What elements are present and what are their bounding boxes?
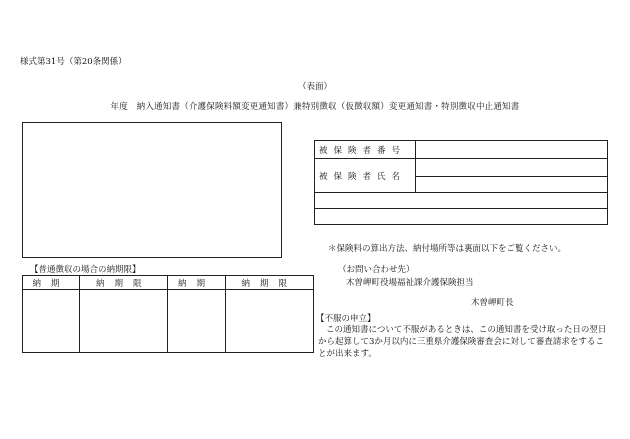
side-label: （表面）: [297, 82, 332, 92]
document-title: 年度 納入通知書（介護保険料額変更通知書）兼特別徴収（仮徴収額）変更通知書・特別徴収中止通知書: [110, 102, 520, 112]
column-header: 納期限: [80, 276, 168, 290]
insured-name-label: 被保険者氏名: [315, 159, 416, 193]
address-box: [22, 122, 282, 258]
insured-number-label: 被保険者番号: [315, 141, 416, 159]
blank-cell: [315, 209, 608, 225]
payment-deadline-table: [22, 275, 314, 353]
issuer-name: 木曽岬町長: [471, 298, 514, 308]
calculation-note: ＊保険料の算出方法、納付場所等は裏面以下をご覧ください。: [328, 244, 567, 254]
inquiry-heading: （お問い合わせ先）: [338, 265, 415, 275]
column-header: 納期限: [225, 276, 313, 290]
payment-cell: [80, 290, 168, 353]
blank-cell: [416, 177, 608, 193]
payment-header-row: [23, 276, 314, 290]
insured-number-row: [315, 141, 608, 159]
inquiry-office: 木曽岬町役場福祉課介護保険担当: [346, 278, 474, 288]
objection-text: この通知書について不服があるときは、この通知書を受け取った日の翌日から起算して3か月以内に三重県介護保険審査会に対して審査請求をすることが出来ます。: [318, 325, 607, 359]
payment-cell: [168, 290, 225, 353]
blank-row: [315, 193, 608, 209]
payment-deadline-heading: 【普通徴収の場合の納期限】: [30, 265, 141, 275]
insured-name-row: [315, 159, 608, 177]
payment-cell: [225, 290, 313, 353]
payment-body-row: [23, 290, 314, 353]
objection-heading: 【不服の申立】: [316, 314, 376, 324]
insured-number-value: [416, 141, 608, 159]
column-header: 納期: [168, 276, 225, 290]
payment-cell: [23, 290, 80, 353]
column-header: 納期: [23, 276, 80, 290]
form-number: 様式第31号（第20条関係）: [20, 57, 127, 67]
blank-row: [315, 209, 608, 225]
insured-info-table: [314, 140, 608, 225]
blank-cell: [315, 193, 608, 209]
insured-name-value: [416, 159, 608, 177]
